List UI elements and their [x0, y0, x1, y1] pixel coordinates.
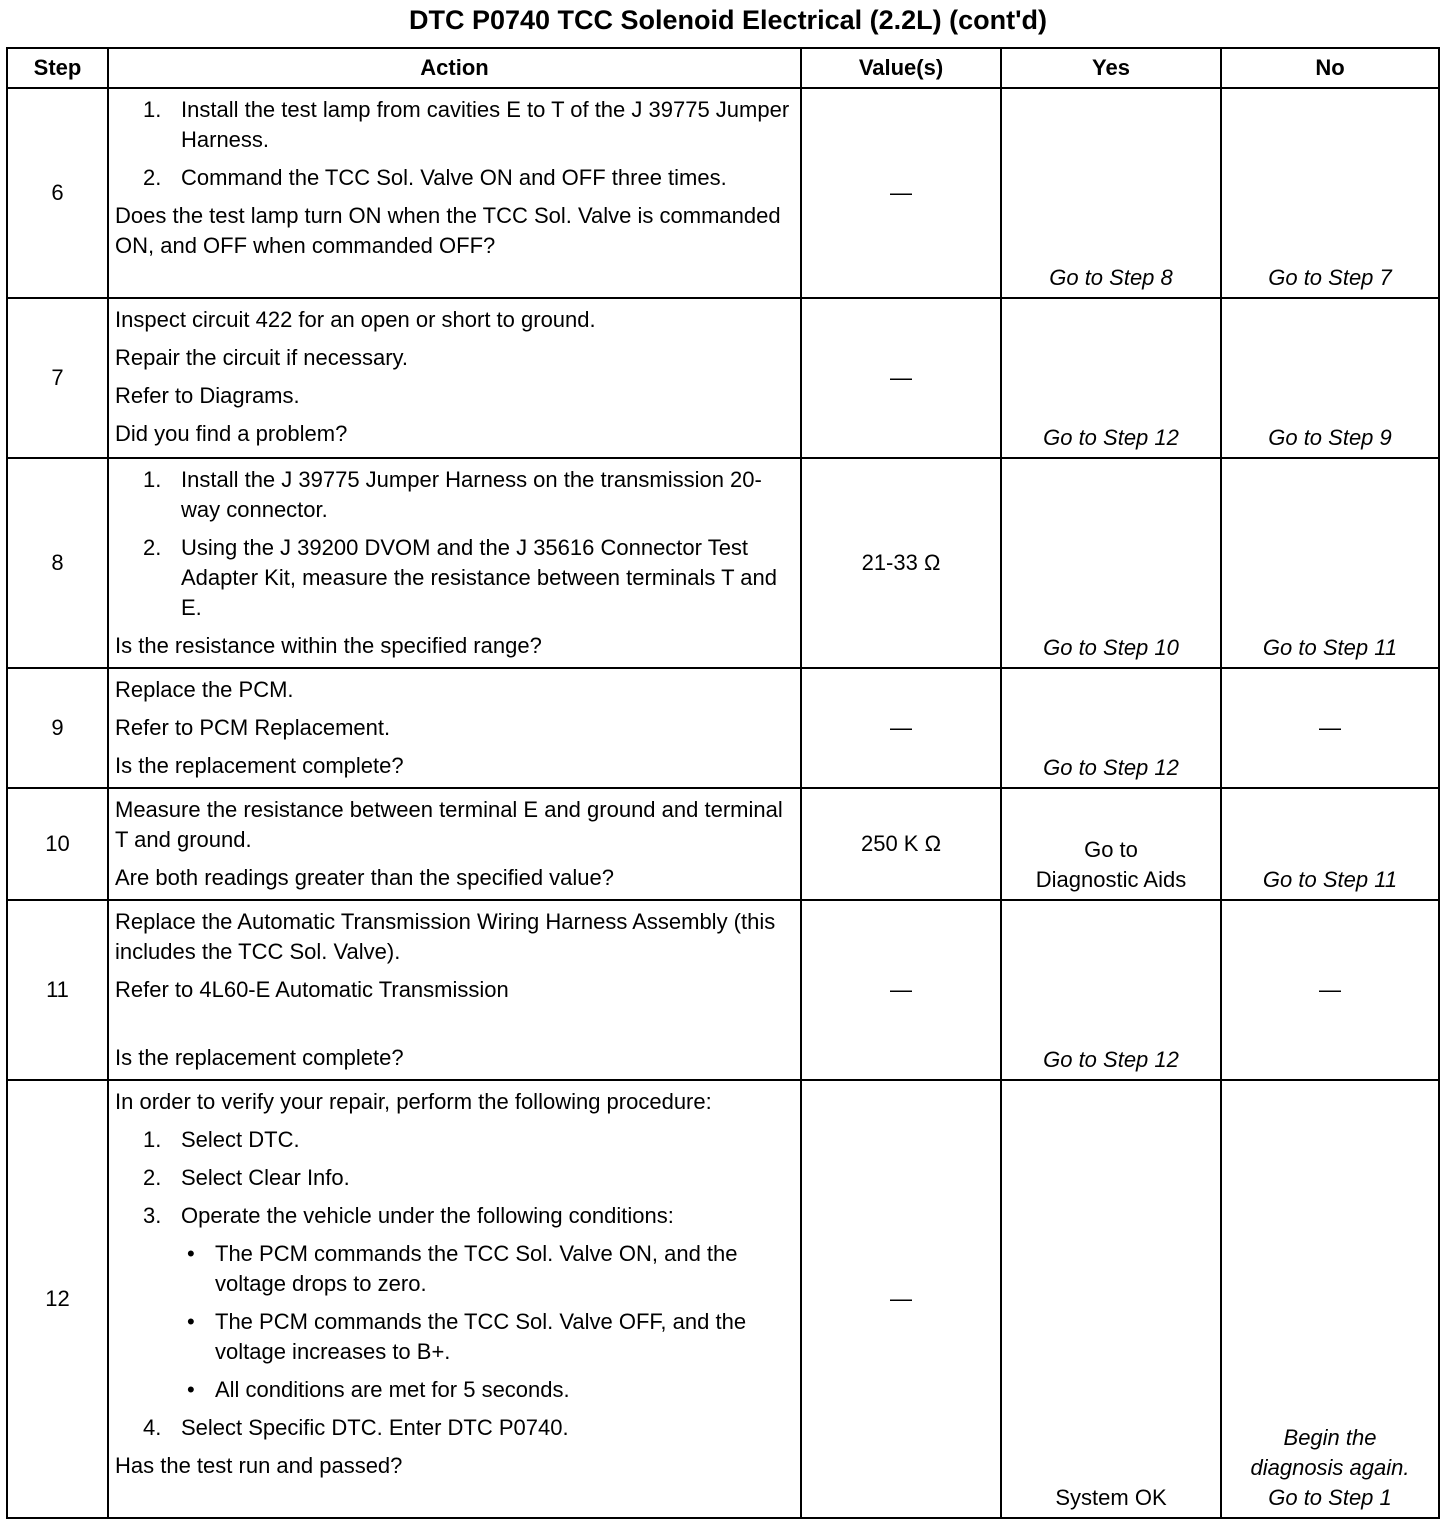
header-yes: Yes: [1001, 48, 1221, 88]
action-cell: [108, 88, 801, 298]
no-cell: [1221, 1080, 1439, 1518]
step-number: 9: [7, 668, 108, 788]
action-cell: [108, 668, 801, 788]
question: Is the replacement complete?: [115, 1045, 404, 1070]
numbered-item: 2. Select Clear Info.: [143, 1165, 350, 1190]
yes-cell: Go to Step 12: [1001, 298, 1221, 458]
value-cell: —: [801, 900, 1001, 1080]
value-cell: —: [801, 668, 1001, 788]
value-cell: —: [801, 298, 1001, 458]
value-cell: 21-33 Ω: [801, 458, 1001, 668]
question: Is the resistance within the specified range?: [115, 633, 542, 658]
question: Has the test run and passed?: [115, 1453, 403, 1478]
header-row: [7, 48, 1439, 88]
question: Are both readings greater than the specified value?: [115, 865, 614, 890]
action-cell: [108, 1080, 801, 1518]
no-cell: —: [1221, 668, 1439, 788]
table-row: [7, 458, 1439, 668]
no-cell: Go to Step 11: [1221, 458, 1439, 668]
step-number: 7: [7, 298, 108, 458]
value-cell: —: [801, 1080, 1001, 1518]
no-cell: Go to Step 11: [1221, 788, 1439, 900]
table-row: [7, 298, 1439, 458]
yes-cell: Go to Step 12: [1001, 900, 1221, 1080]
question: Did you find a problem?: [115, 421, 348, 446]
action-line: Repair the circuit if necessary.: [115, 345, 409, 370]
no-cell: Go to Step 9: [1221, 298, 1439, 458]
action-line: Refer to PCM Replacement.: [115, 715, 391, 740]
step-number: 8: [7, 458, 108, 668]
action-cell: [108, 298, 801, 458]
no-line: Begin the: [1283, 1425, 1377, 1450]
yes-cell: Go to Step 10: [1001, 458, 1221, 668]
action-cell: [108, 788, 801, 900]
table-row: [7, 1080, 1439, 1518]
table-row: [7, 668, 1439, 788]
yes-cell: Go to Step 12: [1001, 668, 1221, 788]
step-number: 10: [7, 788, 108, 900]
no-line: Go to Step 1: [1268, 1485, 1392, 1510]
diagnostic-table: [6, 47, 1440, 1519]
numbered-item: 4. Select Specific DTC. Enter DTC P0740.: [143, 1415, 569, 1440]
step-number: 11: [7, 900, 108, 1080]
value-cell: 250 K Ω: [801, 788, 1001, 900]
yes-cell: System OK: [1001, 1080, 1221, 1518]
action-line: Inspect circuit 422 for an open or short to ground.: [115, 307, 596, 332]
action-line: Measure the resistance between terminal E and ground and terminal T and ground.: [115, 797, 783, 852]
question: Does the test lamp turn ON when the TCC Sol. Valve is commanded ON, and OFF when commanded OFF?: [115, 203, 781, 258]
bullet-item: • The PCM commands the TCC Sol. Valve OFF, and the voltage increases to B+.: [187, 1309, 747, 1364]
numbered-item: 1. Select DTC.: [143, 1127, 300, 1152]
numbered-item: 1. Install the J 39775 Jumper Harness on the transmission 20-way connector.: [143, 467, 762, 522]
action-cell: [108, 900, 801, 1080]
step-number: 12: [7, 1080, 108, 1518]
bullet-item: • The PCM commands the TCC Sol. Valve ON, and the voltage drops to zero.: [187, 1241, 738, 1296]
numbered-item: 2. Command the TCC Sol. Valve ON and OFF three times.: [143, 165, 727, 190]
action-line: Replace the Automatic Transmission Wiring Harness Assembly (this includes the TCC Sol. Valve).: [115, 909, 776, 964]
numbered-item: 2. Using the J 39200 DVOM and the J 35616 Connector Test Adapter Kit, measure the resistance between terminals T and E.: [143, 535, 777, 620]
yes-line: Go to: [1084, 837, 1138, 862]
question: Is the replacement complete?: [115, 753, 404, 778]
yes-cell: Go to Step 8: [1001, 88, 1221, 298]
page-title: DTC P0740 TCC Solenoid Electrical (2.2L) (cont'd): [408, 5, 1048, 35]
yes-cell: [1001, 788, 1221, 900]
header-step: Step: [7, 48, 108, 88]
yes-line: Diagnostic Aids: [1035, 867, 1187, 892]
bullet-item: • All conditions are met for 5 seconds.: [187, 1377, 570, 1402]
numbered-item: 3. Operate the vehicle under the following conditions:: [143, 1203, 674, 1228]
table-row: [7, 788, 1439, 900]
header-no: No: [1221, 48, 1439, 88]
numbered-item: 1. Install the test lamp from cavities E to T of the J 39775 Jumper Harness.: [143, 97, 790, 152]
action-line: Refer to 4L60-E Automatic Transmission: [115, 977, 509, 1002]
no-cell: Go to Step 7: [1221, 88, 1439, 298]
action-intro: In order to verify your repair, perform the following procedure:: [115, 1089, 712, 1114]
table-row: [7, 88, 1439, 298]
no-line: diagnosis again.: [1250, 1455, 1410, 1480]
action-line: Replace the PCM.: [115, 677, 294, 702]
step-number: 6: [7, 88, 108, 298]
table-row: [7, 900, 1439, 1080]
action-line: Refer to Diagrams.: [115, 383, 300, 408]
action-cell: [108, 458, 801, 668]
header-action: Action: [108, 48, 801, 88]
value-cell: —: [801, 88, 1001, 298]
header-value: Value(s): [801, 48, 1001, 88]
no-cell: —: [1221, 900, 1439, 1080]
